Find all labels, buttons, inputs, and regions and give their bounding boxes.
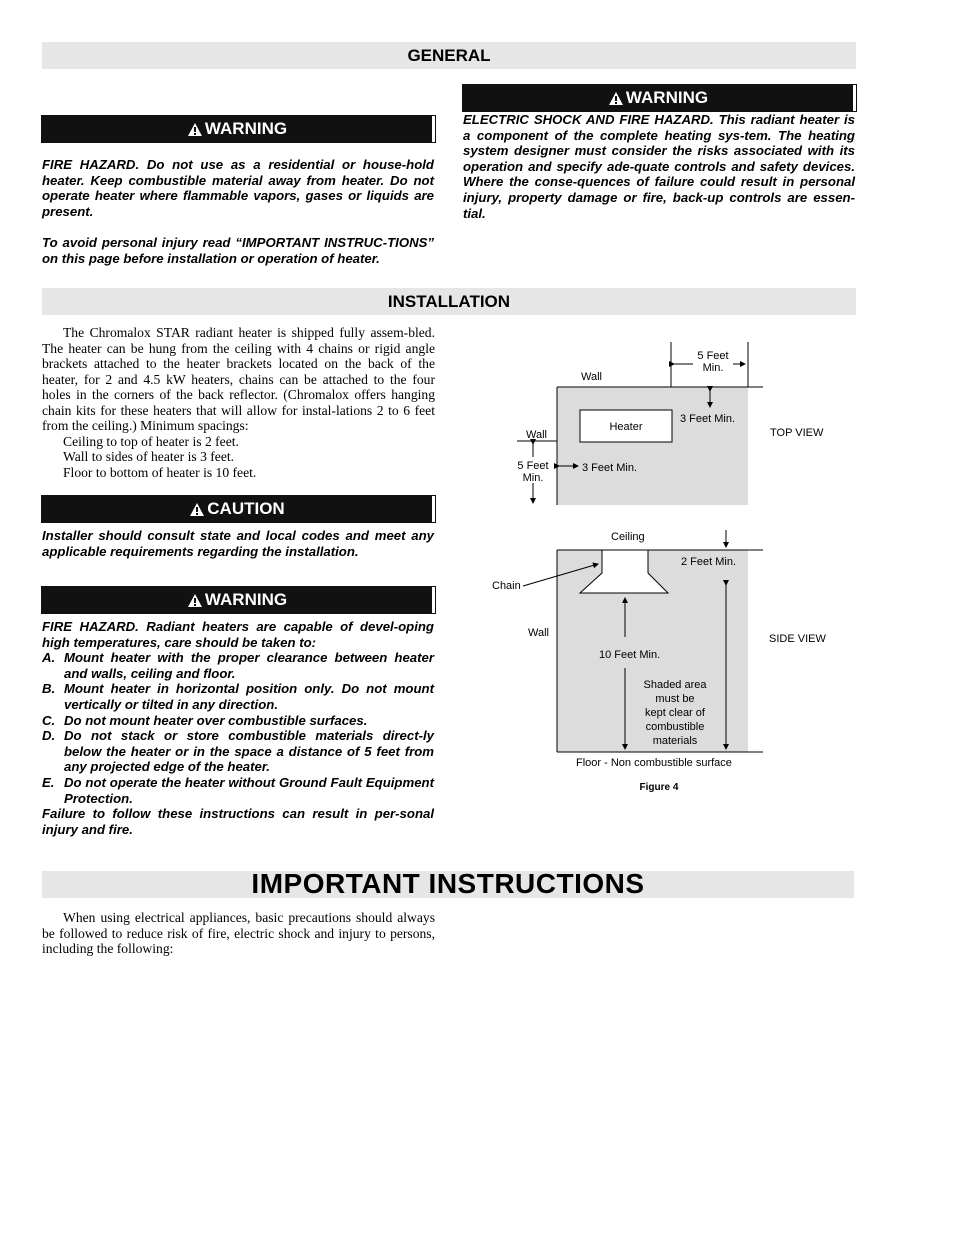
ceiling-label: Ceiling	[611, 531, 645, 543]
spacing-wall: Wall to sides of heater is 3 feet.	[63, 449, 235, 464]
warning-bar-install	[42, 587, 435, 613]
list-letter: A.	[42, 650, 56, 666]
warning-label: WARNING	[204, 590, 288, 609]
important-text: When using electrical appliances, basic precautions should always be followed to reduce risk of fire, electric shock and injury to persons, including the following:	[42, 910, 435, 956]
wall-label-side: Wall	[528, 627, 549, 639]
caution-text: Installer should consult state and local codes and meet any applicable requirements regarding the installation.	[42, 528, 434, 559]
list-letter: E.	[42, 774, 55, 790]
list-text: Do not stack or store combustible materials direct-ly below the heater or in the space a distance of 5 feet from any projected edge of the heater.	[64, 728, 434, 775]
list-text: Mount heater with the proper clearance between heater and walls, ceiling and floor.	[64, 650, 434, 681]
top-view-shaded-area	[557, 387, 748, 505]
warning-label: WARNING	[625, 88, 709, 107]
ten-feet-label: 10 Feet Min.	[599, 649, 661, 661]
general-header	[42, 42, 856, 69]
warning-install-intro: FIRE HAZARD. Radiant heaters are capable of devel-oping high temperatures, care should be taken to:	[42, 619, 434, 650]
side-view-label: SIDE VIEW	[769, 633, 826, 645]
important-title: IMPORTANT INSTRUCTIONS	[251, 868, 645, 899]
warning-bar-left	[42, 116, 435, 142]
list-item	[42, 681, 434, 712]
list-letter: D.	[42, 728, 56, 744]
caution-label: CAUTION	[207, 499, 285, 518]
top-view-label: TOP VIEW	[770, 427, 824, 439]
warning-triangle-icon	[608, 91, 624, 106]
floor-label: Floor - Non combustible surface	[576, 757, 732, 769]
list-item	[42, 650, 434, 681]
warning-left-para2: To avoid personal injury read “IMPORTANT INSTRUC-TIONS” on this page before installation or operation of heater.	[42, 235, 434, 266]
installation-header	[42, 288, 856, 315]
five-feet-label-2: Min.	[702, 362, 724, 374]
heater-label: Heater	[609, 421, 643, 433]
list-letter: C.	[42, 712, 56, 728]
list-text: Do not mount heater over combustible surfaces.	[64, 712, 368, 728]
shaded-note-4: combustible	[645, 721, 705, 733]
warning-install-outro: Failure to follow these instructions can result in per-sonal injury and fire.	[42, 806, 434, 837]
two-feet-label: 2 Feet Min.	[681, 556, 737, 568]
installation-paragraph: The Chromalox STAR radiant heater is shipped fully assem-bled. The heater can be hung from the ceiling with 4 chains or rigid angle brackets attached to the heater brackets located on the back of the heater, for 2 and 4.5 kW heaters, chains can be attached to the four holes in the corners of the back reflector. (Chromalox offers hanging chain kits for these heaters that will allow for instal-lations 2 to 6 feet from the ceiling.) Minimum spacings:	[42, 325, 435, 433]
shaded-note-1: Shaded area	[643, 679, 707, 691]
warning-triangle-icon	[187, 593, 203, 608]
three-feet-top-label: 3 Feet Min.	[680, 413, 736, 425]
spacing-floor: Floor to bottom of heater is 10 feet.	[63, 464, 257, 480]
list-item	[42, 775, 434, 806]
installation-body	[42, 325, 435, 480]
shaded-note-2: must be	[655, 693, 695, 705]
warning-left-para1: FIRE HAZARD. Do not use as a residential or house-hold heater. Keep combustible material away from heater. Do not operate heater where flammable vapors, gases or liquids are present.	[42, 157, 434, 219]
list-item	[42, 728, 434, 775]
figure-caption: Figure 4	[639, 782, 679, 793]
list-letter: B.	[42, 681, 56, 697]
warning-install-body	[42, 619, 434, 837]
five-feet-label-1: 5 Feet	[697, 350, 729, 362]
wall-label-left: Wall	[526, 429, 547, 441]
shaded-note-3: kept clear of	[645, 707, 705, 719]
list-text: Do not operate the heater without Ground Fault Equipment Protection.	[64, 774, 434, 806]
wall-label-top: Wall	[581, 371, 602, 383]
list-item	[42, 713, 434, 729]
five-feet-left-label-1: 5 Feet	[517, 460, 549, 472]
chain-label: Chain	[492, 580, 521, 592]
figure-4-diagram	[470, 335, 860, 800]
installation-title: INSTALLATION	[387, 292, 511, 311]
three-feet-side-label: 3 Feet Min.	[582, 462, 638, 474]
warning-triangle-icon	[189, 502, 205, 517]
general-title: GENERAL	[407, 46, 491, 65]
warning-label: WARNING	[204, 119, 288, 138]
warning-right-text: ELECTRIC SHOCK AND FIRE HAZARD. This radiant heater is a component of the complete heating sys-tem. The heating system designer must consider the risks associated with its operation and specify ade-quate controls and safety devices. Where the conse-quences of failure could result in personal injury, property damage or fire, back-up controls are essen-tial.	[463, 112, 855, 221]
caution-bar	[42, 496, 435, 522]
warning-bar-right	[463, 85, 856, 111]
important-header	[42, 868, 854, 899]
spacing-ceiling: Ceiling to top of heater is 2 feet.	[63, 433, 239, 449]
five-feet-left-label-2: Min.	[522, 472, 544, 484]
list-text: Mount heater in horizontal position only. Do not mount vertically or tilted in any direction.	[64, 681, 434, 712]
warning-triangle-icon	[187, 122, 203, 137]
shaded-note-5: materials	[652, 735, 698, 747]
